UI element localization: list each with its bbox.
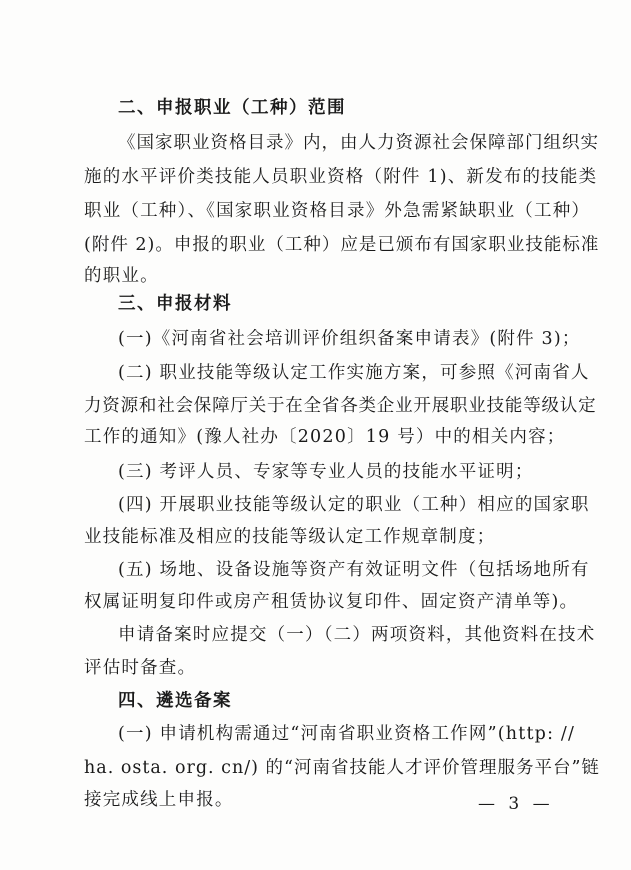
paragraph-line: 申请备案时应提交（一）（二）两项资料，其他资料在技术 [118,625,596,645]
paragraph-line: (二) 职业技能等级认定工作实施方案，可参照《河南省人 [118,363,590,383]
paragraph-line: (五) 场地、设备设施等资产有效证明文件（包括场地所有 [118,560,590,580]
paragraph-line: (三) 考评人员、专家等专业人员的技能水平证明； [118,462,534,482]
paragraph-line: 接完成线上申报。 [84,790,234,810]
paragraph-line: 《国家职业资格目录》内，由人力资源社会保障部门组织实 [118,133,599,153]
paragraph-line: 施的水平评价类技能人员职业资格（附件 1)、新发布的技能类 [84,167,598,187]
paragraph-line: 职业（工种）、《国家职业资格目录》外急需紧缺职业（工种） [84,201,591,221]
paragraph-line: 评估时备查。 [84,658,197,678]
section-heading: 二、申报职业（工种）范围 [118,98,346,118]
paragraph-line: 工作的通知》(豫人社办〔2020〕19 号）中的相关内容； [84,427,566,447]
paragraph-line: (四) 开展职业技能等级认定的职业（工种）相应的国家职 [118,495,590,515]
page-number: — 3 — [478,794,554,814]
paragraph-line: (附件 2)。申报的职业（工种）应是已颁布有国家职业技能标准 [84,235,600,255]
section-heading: 四、遴选备案 [118,691,232,711]
paragraph-line: 权属证明复印件或房产租赁协议复印件、固定资产清单等)。 [84,592,579,612]
paragraph-line: (一)《河南省社会培训评价组织备案申请表》(附件 3)； [118,329,581,349]
section-heading: 三、申报材料 [118,294,232,314]
paragraph-line: (一) 申请机构需通过“河南省职业资格工作网”(http: // [118,724,576,744]
paragraph-line: 力资源和社会保障厅关于在全省各类企业开展职业技能等级认定 [84,396,597,416]
paragraph-line: 的职业。 [84,266,159,286]
paragraph-line: 业技能标准及相应的技能等级认定工作规章制度； [84,527,496,547]
paragraph-line: ha. osta. org. cn/) 的“河南省技能人才评价管理服务平台”链 [84,758,600,778]
